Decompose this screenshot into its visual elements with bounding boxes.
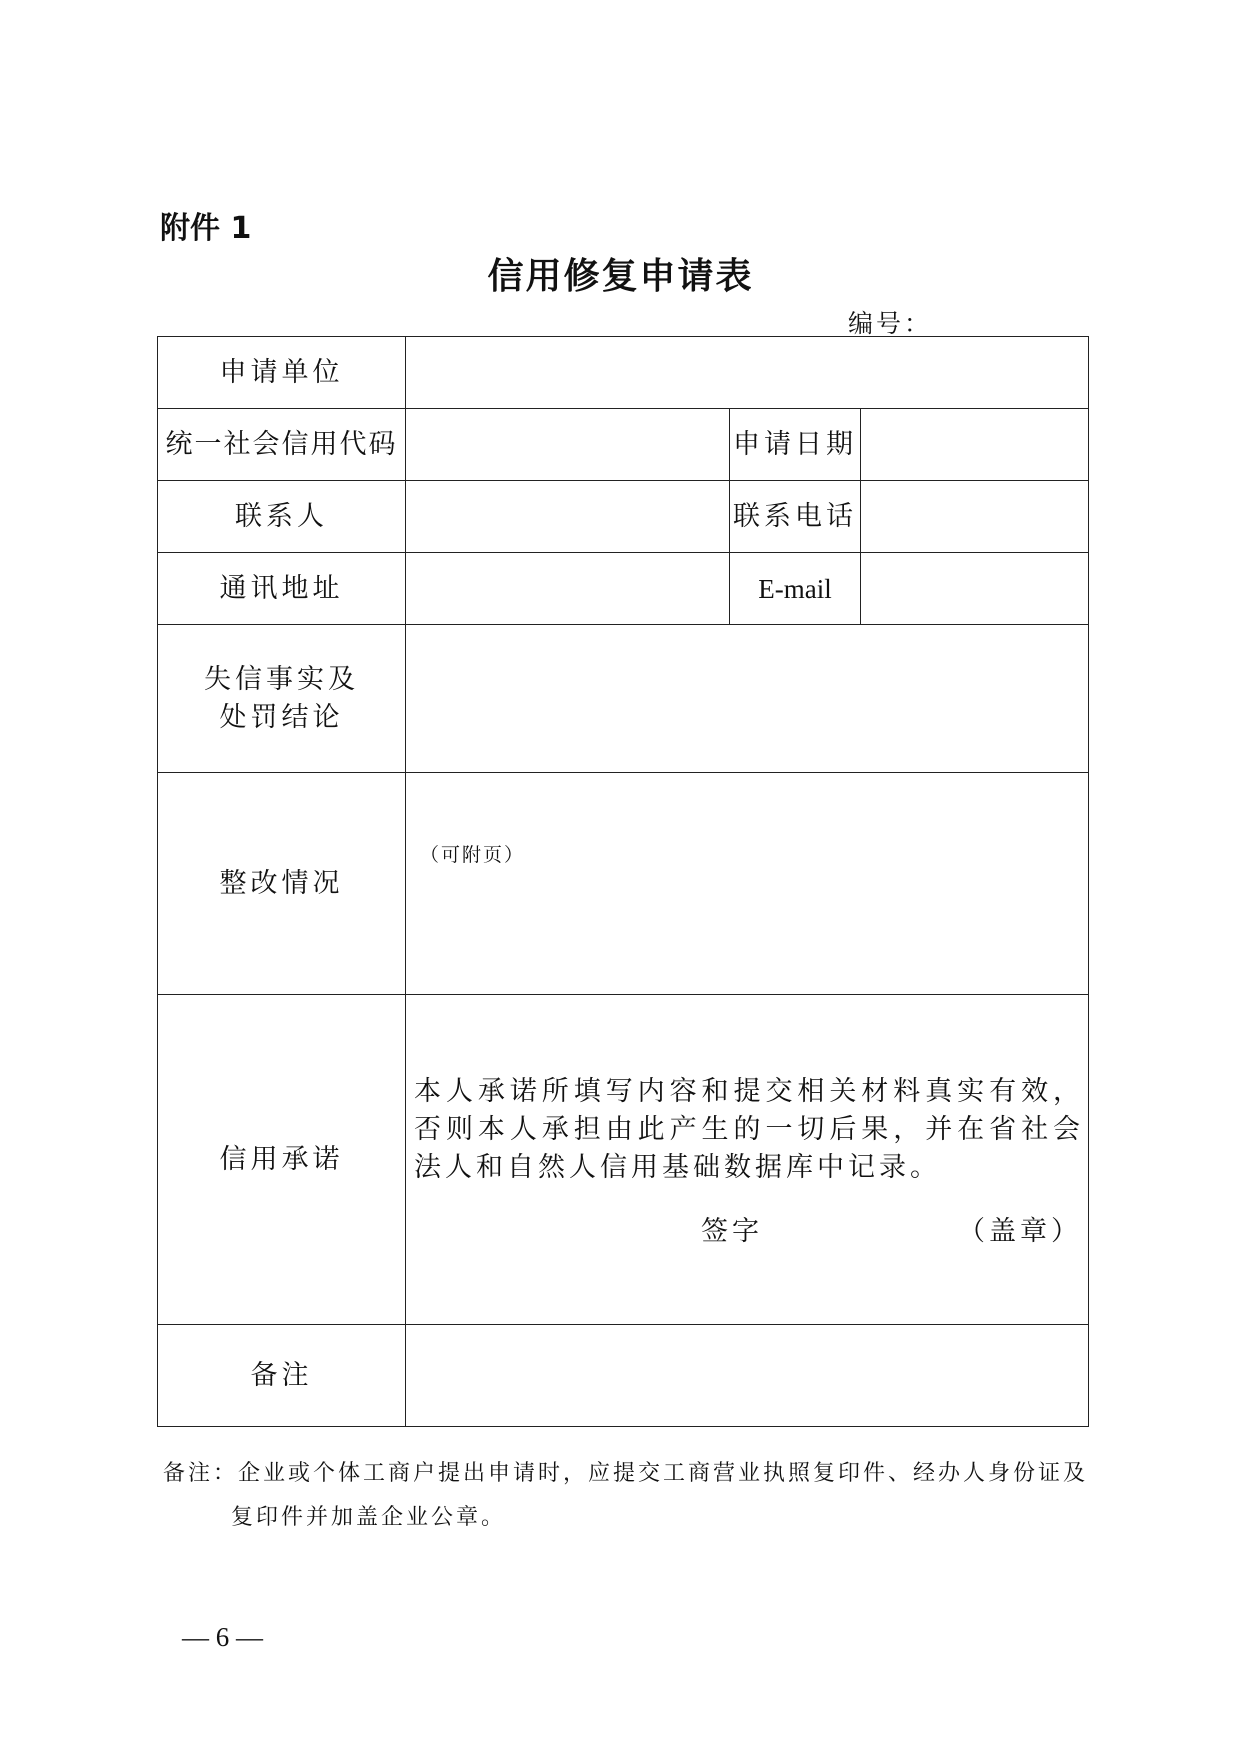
page-number: — 6 — <box>182 1622 263 1652</box>
address-field[interactable] <box>406 553 730 625</box>
footnote <box>163 1452 1088 1540</box>
pledge-text: 本人承诺所填写内容和提交相关材料真实有效，否则本人承担由此产生的一切后果，并在省社会法人和自然人信用基础数据库中记录。 <box>414 1075 1085 1183</box>
contact-phone-field[interactable] <box>861 481 1089 553</box>
row-contact <box>158 481 1089 553</box>
row-credit-code <box>158 409 1089 481</box>
remarks-label: 备注 <box>158 1325 406 1427</box>
credit-code-label: 统一社会信用代码 <box>158 409 406 481</box>
dishonesty-label-line1: 失信事实及 <box>204 663 359 695</box>
row-dishonesty <box>158 625 1089 773</box>
page-title: 信用修复申请表 <box>487 256 754 297</box>
dishonesty-label <box>158 625 406 773</box>
email-label: E-mail <box>730 553 861 625</box>
rectification-label: 整改情况 <box>158 773 406 995</box>
dishonesty-label-line2: 处罚结论 <box>219 701 344 733</box>
dishonesty-field[interactable] <box>406 625 1089 773</box>
footnote-line2: 复印件并加盖企业公章。 <box>231 1505 507 1530</box>
pledge-cell <box>406 995 1089 1325</box>
row-address <box>158 553 1089 625</box>
serial-number-label: 编号： <box>848 309 933 338</box>
footnote-line1: 备注：企业或个体工商户提出申请时，应提交工商营业执照复印件、经办人身份证及 <box>163 1461 1089 1486</box>
address-label: 通讯地址 <box>158 553 406 625</box>
rectification-note: （可附页） <box>420 843 526 866</box>
contact-person-label: 联系人 <box>158 481 406 553</box>
credit-code-field[interactable] <box>406 409 730 481</box>
row-applicant-unit <box>158 337 1089 409</box>
row-remarks <box>158 1325 1089 1427</box>
signature-label: 签字 <box>701 1215 763 1247</box>
contact-person-field[interactable] <box>406 481 730 553</box>
seal-label: （盖章） <box>958 1215 1082 1247</box>
apply-date-label: 申请日期 <box>730 409 861 481</box>
row-pledge <box>158 995 1089 1325</box>
signature-row <box>406 1209 1088 1247</box>
row-rectification <box>158 773 1089 995</box>
remarks-field[interactable] <box>406 1325 1089 1427</box>
contact-phone-label: 联系电话 <box>730 481 861 553</box>
apply-date-field[interactable] <box>861 409 1089 481</box>
attachment-label: 附件 1 <box>160 211 252 246</box>
pledge-label: 信用承诺 <box>158 995 406 1325</box>
applicant-unit-field[interactable] <box>406 337 1089 409</box>
credit-repair-form <box>157 336 1089 1427</box>
rectification-field[interactable] <box>406 773 1089 995</box>
email-field[interactable] <box>861 553 1089 625</box>
applicant-unit-label: 申请单位 <box>158 337 406 409</box>
